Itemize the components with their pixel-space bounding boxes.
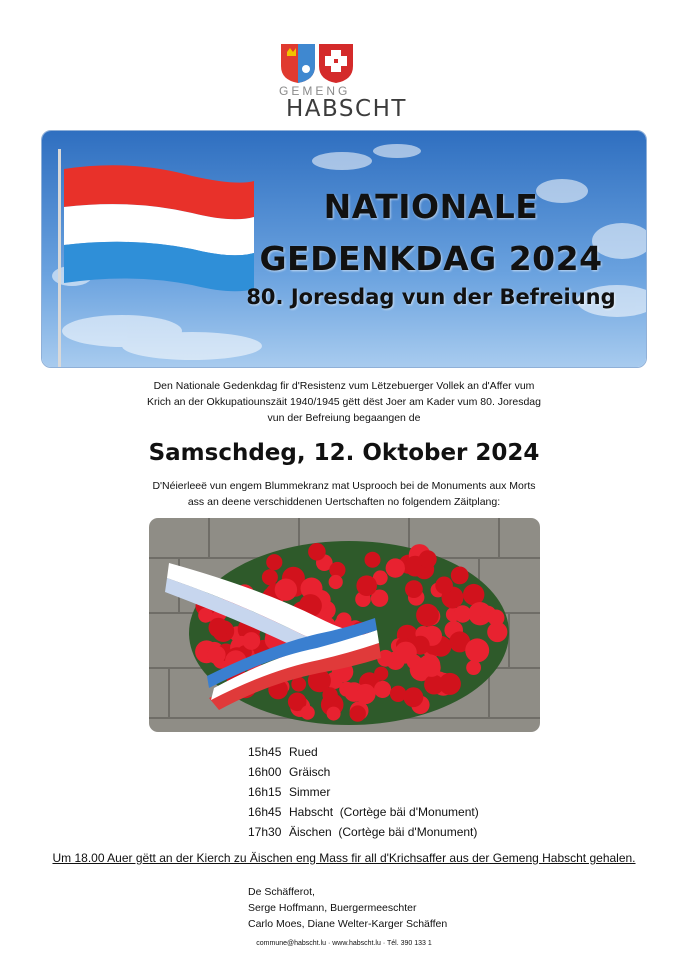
carnation-blossom (374, 681, 391, 698)
carnation-blossom (419, 654, 441, 676)
carnation-blossom (386, 558, 405, 577)
carnation-blossom (404, 687, 424, 707)
banner-subtitle: 80. Joresdag vun der Befreiung (246, 285, 616, 309)
carnation-blossom (416, 604, 439, 627)
schedule-list (248, 742, 479, 842)
schedule-time: 16h15 (248, 785, 282, 799)
carnation-blossom (435, 577, 453, 595)
schedule-time: 16h00 (248, 765, 282, 779)
mass-notice (0, 851, 688, 865)
wreath-image (149, 518, 540, 732)
carnation-blossom (262, 569, 278, 585)
carnation-blossom (350, 705, 366, 721)
carnation-blossom (329, 575, 343, 589)
carnation-blossom (395, 642, 417, 664)
intro-paragraph (120, 378, 568, 426)
signature-line: Carlo Moes, Diane Welter-Karger Schäffen (248, 918, 448, 930)
schedule-row (248, 762, 479, 782)
schedule-time: 17h30 (248, 825, 282, 839)
carnation-blossom (327, 707, 341, 721)
carnation-blossom (451, 567, 469, 585)
schedule-row (248, 782, 479, 802)
carnation-blossom (374, 667, 388, 681)
signature-line: Serge Hoffmann, Buergermeeschter (248, 902, 417, 914)
carnation-blossom (355, 684, 375, 704)
intro-line: vun der Befreiung begaangen de (267, 412, 421, 424)
hero-banner (41, 130, 647, 368)
contact-footer: commune@habscht.lu · www.habscht.lu · Tél. 390 133 1 (256, 940, 432, 947)
intro-line: Den Nationale Gedenkdag fir d'Resistenz vum Lëtzebuerger Vollek an d'Affer vum (153, 380, 535, 392)
logo-line-gemeng: GEMENG (279, 84, 351, 98)
schedule-place: Gräisch (289, 765, 331, 779)
schedule-row (248, 802, 479, 822)
schedule-time: 15h45 (248, 745, 282, 759)
logo-line-habscht: HABSCHT (286, 96, 407, 122)
schedule-place: Simmer (289, 785, 331, 799)
event-date: Samschdeg, 12. Oktober 2024 (148, 440, 540, 466)
carnation-blossom (488, 610, 505, 627)
carnation-blossom (405, 580, 423, 598)
signature-block (248, 884, 447, 932)
wreath-photo (149, 518, 540, 732)
municipality-logo (274, 40, 414, 126)
carnation-blossom (356, 575, 377, 596)
banner-title-line2: GEDENKDAG 2024 (259, 239, 603, 278)
carnation-blossom (466, 660, 481, 675)
carnation-blossom (419, 550, 437, 568)
signature-line: De Schäfferot, (248, 886, 315, 898)
schedule-place: Rued (289, 745, 318, 759)
carnation-blossom (209, 618, 229, 638)
carnation-blossom (275, 579, 297, 601)
carnation-blossom (207, 646, 225, 664)
mass-notice-text: Um 18.00 Auer gëtt an der Kierch zu Äischen eng Mass fir all d'Krichsaffer aus der Gemeng Habscht gehalen. (52, 851, 636, 865)
carnation-blossom (439, 673, 461, 695)
wreath-paragraph (120, 478, 568, 510)
carnation-blossom (343, 683, 358, 698)
schedule-row (248, 742, 479, 762)
schedule-row (248, 822, 479, 842)
coat-of-arms-icon (279, 42, 355, 84)
carnation-blossom (242, 632, 260, 650)
carnation-blossom (308, 543, 326, 561)
wreath-line: ass an deene verschiddenen Uertschaften no folgendem Zäitplang: (187, 496, 501, 508)
wreath-line: D'Néierleeë vun engem Blummekranz mat Usprooch bei de Monuments aux Morts (152, 480, 536, 492)
banner-title-line1: NATIONALE (323, 187, 539, 226)
schedule-place: Äischen (Cortège bäi d'Monument) (289, 825, 478, 839)
schedule-place: Habscht (Cortège bäi d'Monument) (289, 805, 479, 819)
carnation-blossom (266, 554, 282, 570)
schedule-time: 16h45 (248, 805, 282, 819)
intro-line: Krich an der Okkupatiounszäit 1940/1945 gëtt dëst Joer am Kader vum 80. Joresdag (147, 396, 541, 408)
carnation-blossom (465, 638, 489, 662)
carnation-blossom (198, 608, 213, 623)
carnation-blossom (301, 706, 315, 720)
carnation-blossom (365, 552, 381, 568)
